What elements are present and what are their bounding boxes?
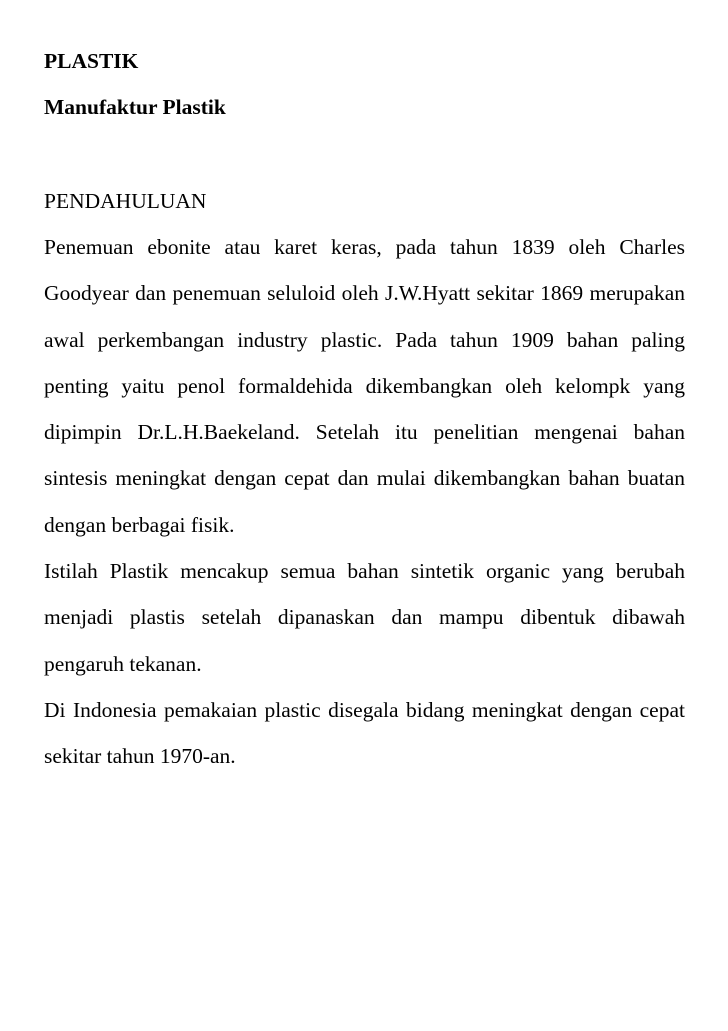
document-page xyxy=(44,38,685,780)
paragraph-history: Penemuan ebonite atau karet keras, pada tahun 1839 oleh Charles Goodyear dan penemuan seluloid oleh J.W.Hyatt sekitar 1869 merupakan awal perkembangan industry plastic. Pada tahun 1909 bahan paling penting yaitu penol formaldehida dikembangkan oleh kelompk yang dipimpin Dr.L.H.Baekeland. Setelah itu penelitian mengenai bahan sintesis meningkat dengan cepat dan mulai dikembangkan bahan buatan dengan berbagai fisik. xyxy=(44,235,685,537)
document-subtitle: Manufaktur Plastik xyxy=(44,95,226,119)
section-heading: PENDAHULUAN xyxy=(44,189,207,213)
paragraph-indonesia: Di Indonesia pemakaian plastic disegala bidang meningkat dengan cepat sekitar tahun 1970-an. xyxy=(44,697,685,769)
paragraph-definition: Istilah Plastik mencakup semua bahan sintetik organic yang berubah menjadi plastis setelah dipanaskan dan mampu dibentuk dibawah pengaruh tekanan. xyxy=(44,559,685,676)
document-title: PLASTIK xyxy=(44,49,139,73)
